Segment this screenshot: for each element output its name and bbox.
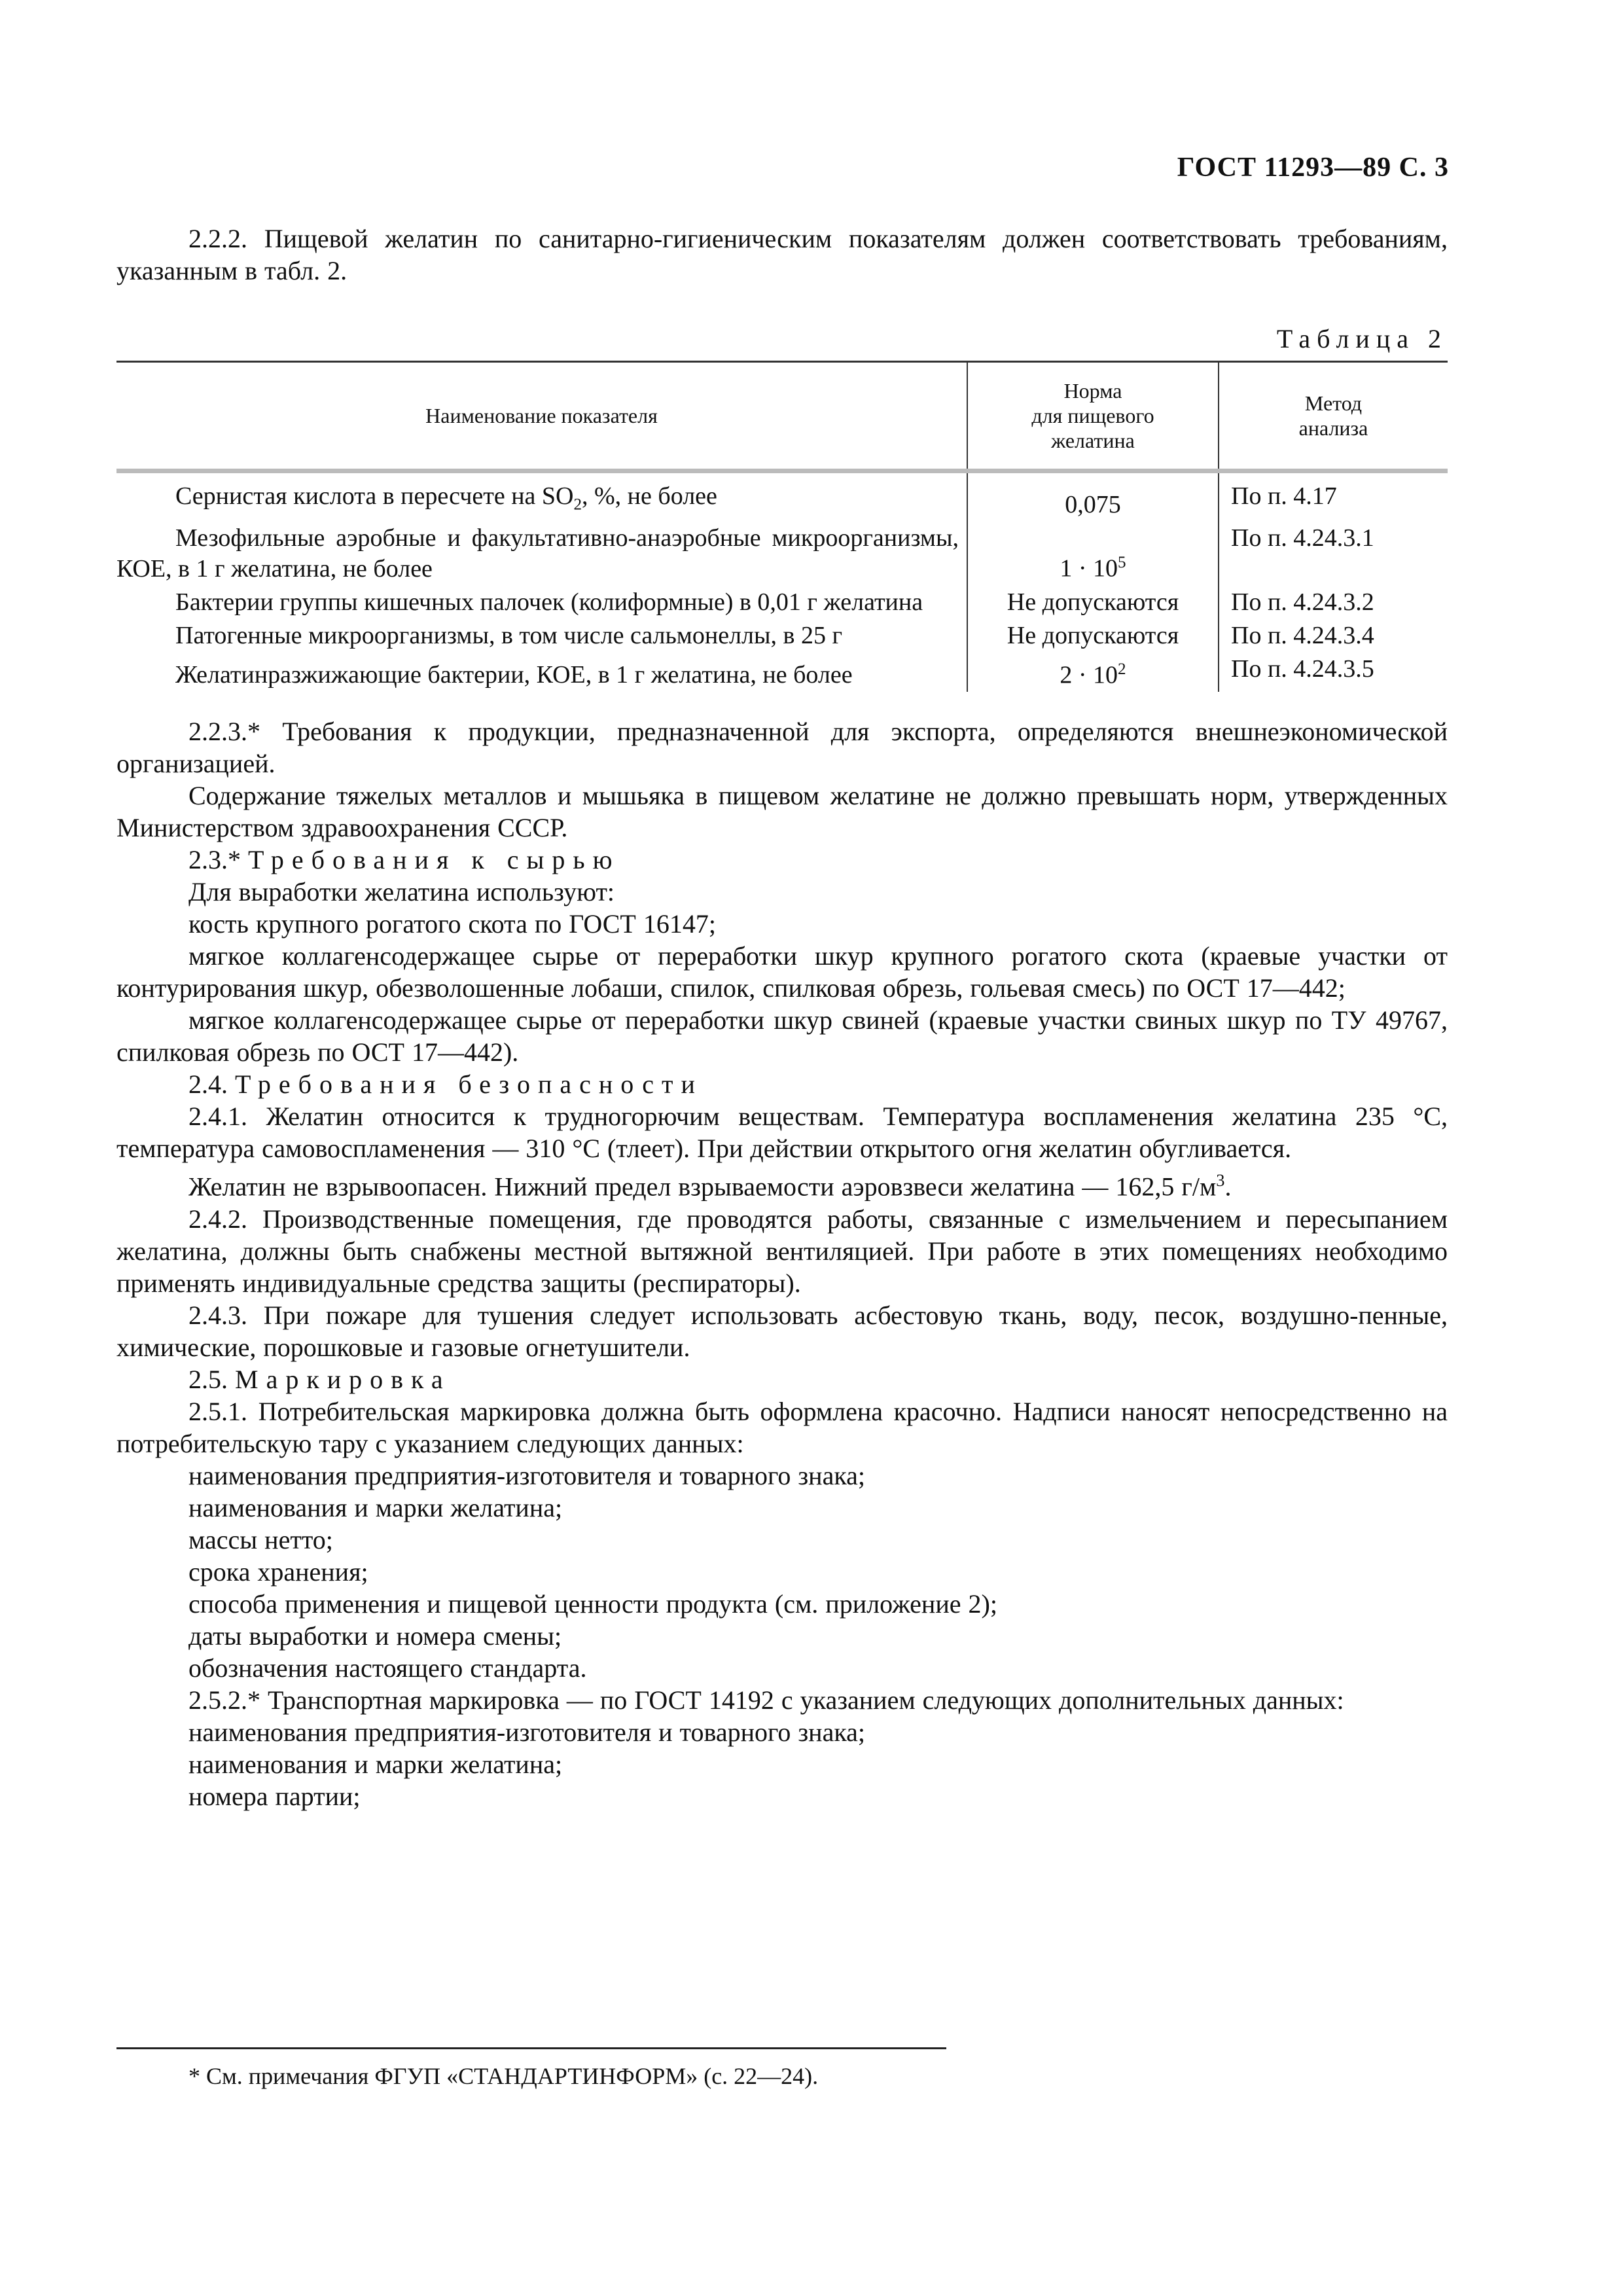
paragraph-2-3-intro: Для выработки желатина используют: bbox=[188, 877, 615, 907]
paragraph-2-3-bone: кость крупного рогатого скота по ГОСТ 16147; bbox=[188, 909, 716, 939]
row-norm: $1 \cdot 10^5$ bbox=[967, 522, 1219, 586]
list-item: обозначения настоящего стандарта. bbox=[188, 1653, 587, 1683]
paragraph-2-2-3: 2.2.3.* Требования к продукции, предназначенной для экспорта, определяются внешнеэкономической организацией. bbox=[116, 717, 1448, 779]
header-norm-line3: желатина bbox=[1051, 429, 1135, 452]
section-2-3-heading bbox=[116, 844, 1448, 876]
list-item: номера партии; bbox=[188, 1781, 361, 1811]
table-row bbox=[116, 619, 1448, 653]
paragraph-2-5-1: 2.5.1. Потребительская маркировка должна быть оформлена красочно. Надписи наносят непосредственно на потребительскую тару с указанием следующих данных: bbox=[116, 1396, 1448, 1458]
paragraph-2-5-2: 2.5.2.* Транспортная маркировка — по ГОСТ 14192 с указанием следующих дополнительных данных: bbox=[188, 1685, 1344, 1715]
row-indicator: Желатинразжижающие бактерии, КОЕ, в 1 г желатина, не более bbox=[175, 661, 853, 689]
section-title: Требования безопасности bbox=[235, 1069, 703, 1100]
row-indicator: Сернистая кислота в пересчете на $SO_2$, %, не более bbox=[175, 482, 717, 514]
requirements-table bbox=[116, 361, 1448, 692]
table-row bbox=[116, 522, 1448, 586]
section-title: Требования к сырью bbox=[248, 845, 620, 875]
footnote-divider bbox=[116, 2047, 946, 2049]
row-norm: Не допускаются bbox=[967, 586, 1219, 619]
paragraph-2-4-3: 2.4.3. При пожаре для тушения следует использовать асбестовую ткань, воду, песок, воздушно-пенные, химические, порошковые и газовые огнетушители. bbox=[116, 1300, 1448, 1362]
header-norm bbox=[967, 362, 1219, 471]
table-row bbox=[116, 471, 1448, 522]
paragraph-2-4-1: 2.4.1. Желатин относится к трудногорючим веществам. Температура воспламенения желатина 235 °С, температура самовоспламенения — 310 °С (тлеет). При действии открытого огня желатин обугливается. bbox=[116, 1102, 1448, 1164]
list-item: срока хранения; bbox=[188, 1556, 368, 1587]
table-row bbox=[116, 586, 1448, 619]
paragraph-2-4-1-explosion: Желатин не взрывоопасен. Нижний предел взрываемости аэровзвеси желатина — 162,5 $г/м^3$. bbox=[188, 1170, 1232, 1202]
section-number: 2.4. bbox=[188, 1069, 228, 1100]
list-item: способа применения и пищевой ценности продукта (см. приложение 2); bbox=[188, 1588, 997, 1619]
row-norm: $2 \cdot 10^2$ bbox=[967, 653, 1219, 692]
header-norm-line1: Норма bbox=[1063, 379, 1122, 403]
list-item: даты выработки и номера смены; bbox=[188, 1621, 562, 1651]
row-method: По п. 4.24.3.2 bbox=[1219, 586, 1448, 619]
row-norm: 0,075 bbox=[967, 471, 1219, 522]
row-method: По п. 4.24.3.5 bbox=[1219, 653, 1448, 692]
paragraph-2-4-2: 2.4.2. Производственные помещения, где проводятся работы, связанные с измельчением и пересыпанием желатина, должны быть снабжены местной вытяжной вентиляцией. При работе в этих помещениях необходимо применять индивидуальные средства защиты (респираторы). bbox=[116, 1204, 1448, 1298]
row-indicator: Бактерии группы кишечных палочек (колиформные) в 0,01 г желатина bbox=[175, 588, 923, 616]
list-item: наименования и марки желатина; bbox=[188, 1492, 563, 1522]
header-method-line2: анализа bbox=[1298, 416, 1368, 440]
row-method: По п. 4.24.3.1 bbox=[1219, 522, 1448, 586]
section-2-4-heading bbox=[116, 1068, 1448, 1100]
header-norm-line2: для пищевого bbox=[1031, 404, 1154, 427]
list-item: наименования и марки желатина; bbox=[188, 1749, 563, 1779]
table-row bbox=[116, 653, 1448, 692]
header-method bbox=[1219, 362, 1448, 471]
footnote: * См. примечания ФГУП «СТАНДАРТИНФОРМ» (с. 22—24). bbox=[188, 2063, 819, 2089]
section-2-5-heading bbox=[116, 1363, 1448, 1395]
table-header-row bbox=[116, 362, 1448, 471]
row-indicator: Патогенные микроорганизмы, в том числе сальмонеллы, в 25 г bbox=[175, 621, 843, 649]
row-indicator: Мезофильные аэробные и факультативно-анаэробные микроорганизмы, КОЕ, в 1 г желатина, не более bbox=[116, 524, 959, 583]
section-number: 2.3.* bbox=[188, 845, 241, 875]
list-item: наименования предприятия-изготовителя и товарного знака; bbox=[188, 1460, 866, 1490]
row-norm: Не допускаются bbox=[967, 619, 1219, 653]
header-method-line1: Метод bbox=[1304, 391, 1363, 415]
row-method: По п. 4.24.3.4 bbox=[1219, 619, 1448, 653]
paragraph-2-3-pig: мягкое коллагенсодержащее сырье от переработки шкур свиней (краевые участки свиных шкур по ТУ 49767, спилковая обрезь по ОСТ 17—442). bbox=[116, 1005, 1448, 1067]
section-number: 2.5. bbox=[188, 1364, 228, 1394]
paragraph-heavy-metals: Содержание тяжелых металлов и мышьяка в пищевом желатине не должно превышать норм, утвержденных Министерством здравоохранения СССР. bbox=[116, 781, 1448, 843]
document-body bbox=[116, 223, 1448, 1812]
paragraph-2-2-2: 2.2.2. Пищевой желатин по санитарно-гигиеническим показателям должен соответствовать требованиям, указанным в табл. 2. bbox=[116, 224, 1448, 285]
page-header: ГОСТ 11293—89 С. 3 bbox=[1177, 152, 1449, 183]
table-caption: Таблица 2 bbox=[1276, 324, 1448, 353]
row-method: По п. 4.17 bbox=[1219, 471, 1448, 522]
header-indicator: Наименование показателя bbox=[116, 362, 967, 471]
paragraph-2-3-cattle: мягкое коллагенсодержащее сырье от переработки шкур крупного рогатого скота (краевые участки от контурирования шкур, обезволошенные лобаши, спилок, спилковая обрезь, гольевая смесь) по ОСТ 17—442; bbox=[116, 941, 1448, 1003]
section-title: Маркировка bbox=[235, 1364, 451, 1394]
list-item: наименования предприятия-изготовителя и товарного знака; bbox=[188, 1717, 866, 1747]
list-item: массы нетто; bbox=[188, 1524, 333, 1554]
